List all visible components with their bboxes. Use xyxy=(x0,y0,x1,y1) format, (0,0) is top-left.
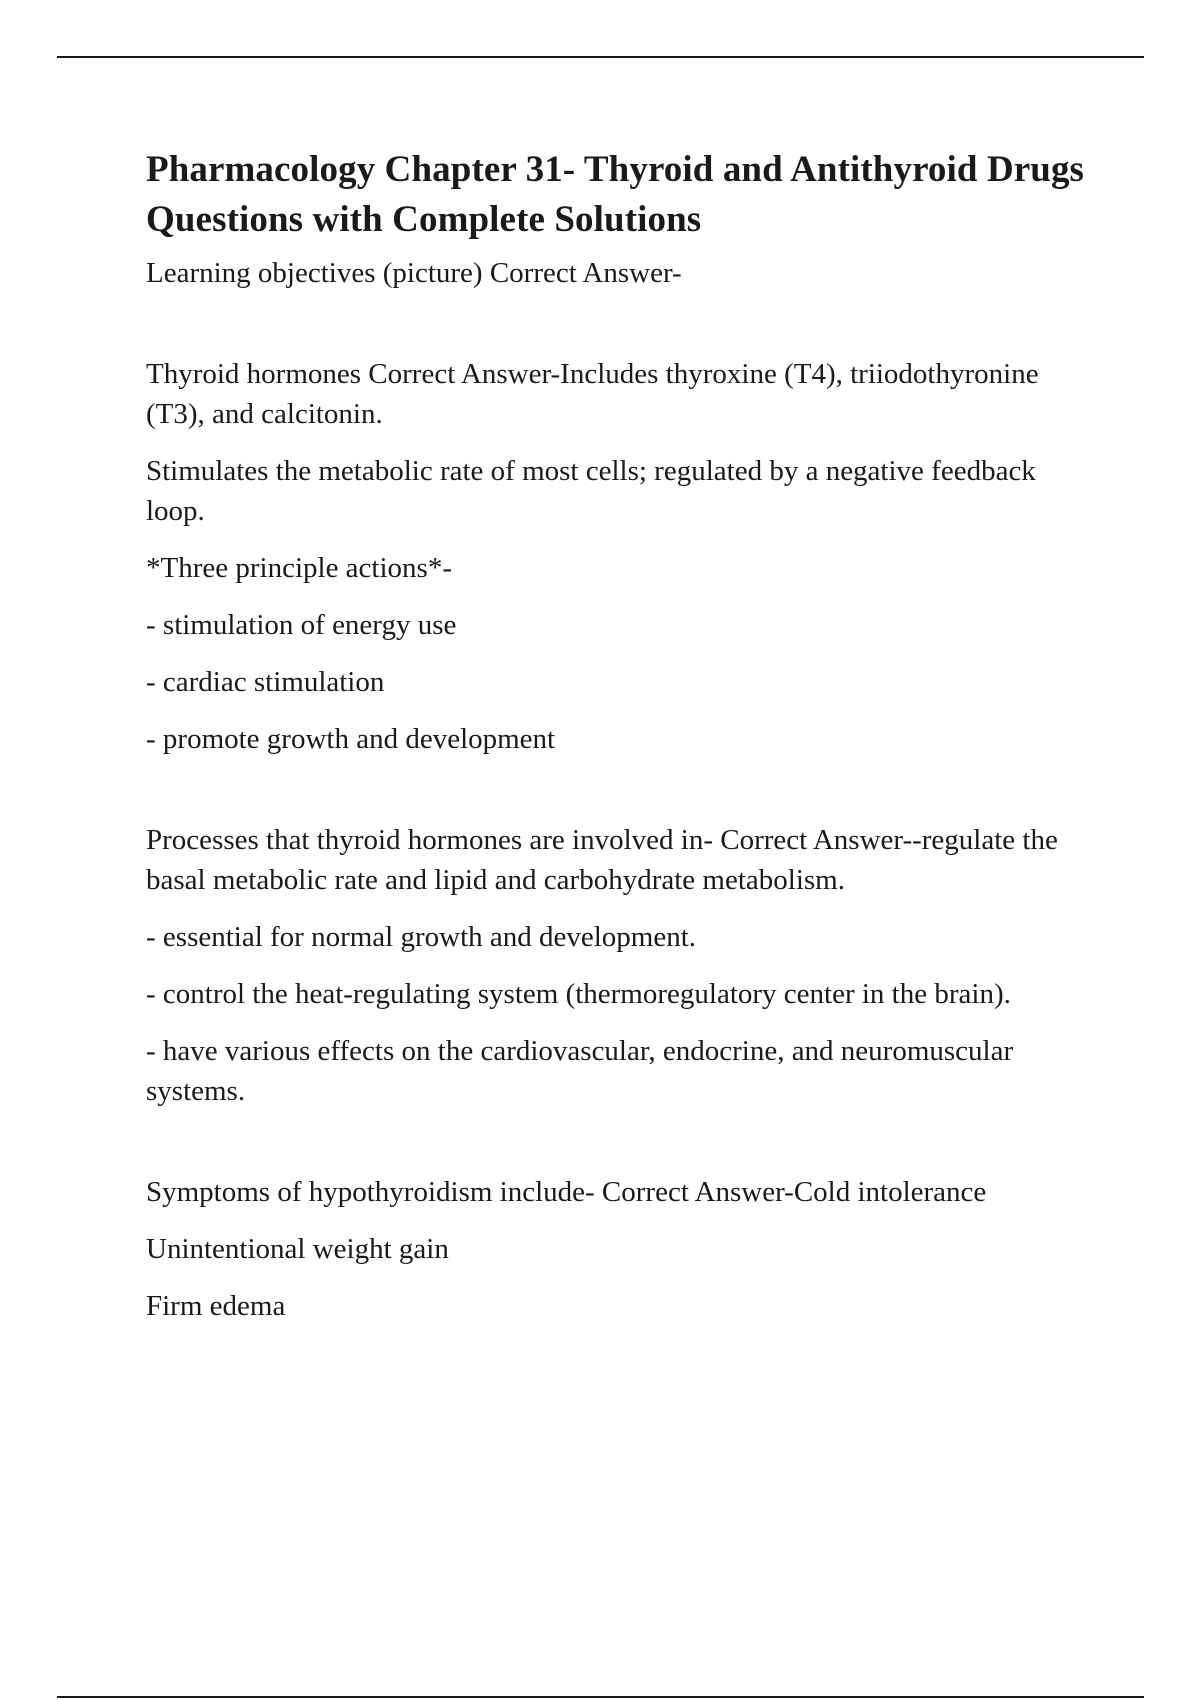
qa-block-learning-objectives xyxy=(146,253,1096,293)
paragraph: Symptoms of hypothyroidism include- Correct Answer-Cold intolerance xyxy=(146,1176,987,1208)
paragraph: Processes that thyroid hormones are involved in- Correct Answer--regulate the basal metabolic rate and lipid and carbohydrate metabolism. xyxy=(146,824,1058,896)
list-item: - have various effects on the cardiovascular, endocrine, and neuromuscular systems. xyxy=(146,1035,1014,1107)
paragraph: Unintentional weight gain xyxy=(146,1233,449,1265)
qa-block-thyroid-hormones xyxy=(146,354,1096,759)
paragraph: Learning objectives (picture) Correct Answer- xyxy=(146,257,682,289)
paragraph: *Three principle actions*- xyxy=(146,552,452,584)
paragraph: Stimulates the metabolic rate of most cells; regulated by a negative feedback loop. xyxy=(146,455,1036,527)
bottom-rule xyxy=(57,1696,1144,1698)
top-rule xyxy=(57,56,1144,58)
document-title: Pharmacology Chapter 31- Thyroid and Antithyroid Drugs Questions with Complete Solutions xyxy=(146,149,1085,240)
paragraph: Thyroid hormones Correct Answer-Includes thyroxine (T4), triiodothyronine (T3), and calcitonin. xyxy=(146,358,1039,430)
list-item: - control the heat-regulating system (thermoregulatory center in the brain). xyxy=(146,978,1011,1010)
list-item: - essential for normal growth and development. xyxy=(146,921,697,953)
list-item: - stimulation of energy use xyxy=(146,609,457,641)
block-gap xyxy=(146,776,1096,820)
list-item: - cardiac stimulation xyxy=(146,666,385,698)
qa-block-hypothyroidism xyxy=(146,1172,1096,1326)
qa-block-processes xyxy=(146,820,1096,1111)
list-item: - promote growth and development xyxy=(146,723,556,755)
block-gap xyxy=(146,310,1096,354)
block-gap xyxy=(146,1128,1096,1172)
paragraph: Firm edema xyxy=(146,1290,286,1322)
document-body xyxy=(146,145,1096,1343)
